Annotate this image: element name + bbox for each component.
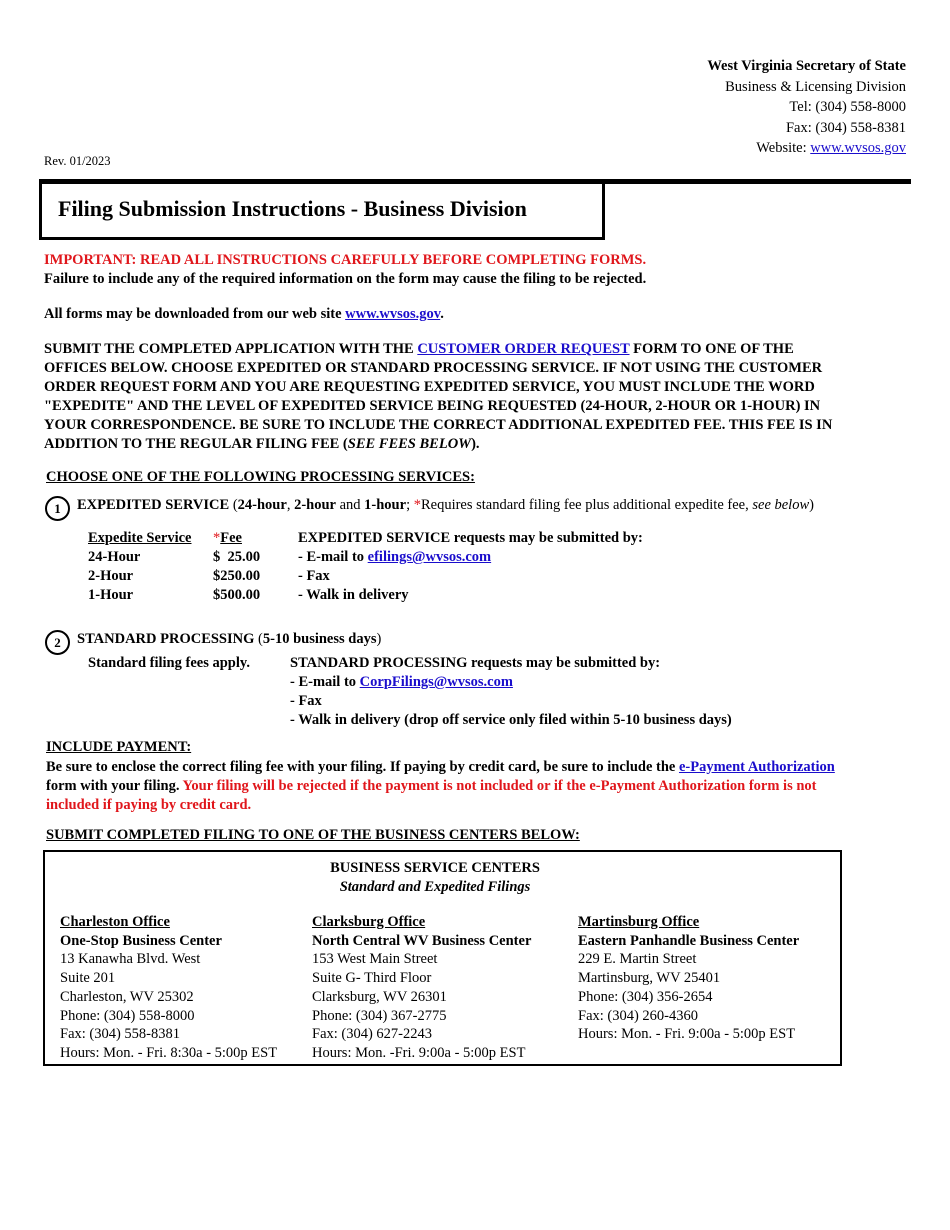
martinsburg-office <box>578 913 799 1044</box>
submit-line-1-a: SUBMIT THE COMPLETED APPLICATION WITH THE <box>44 341 418 357</box>
expedited-number-badge: 1 <box>45 496 70 521</box>
fee-1: $500.00 <box>213 587 261 603</box>
agency-fax: Fax: (304) 558-8381 <box>785 119 906 136</box>
office-fax: Fax: (304) 558-8381 <box>60 1026 181 1043</box>
expedite-row-2: 2-Hour <box>88 568 134 584</box>
payment-line-1 <box>46 758 835 777</box>
agency-tel: Tel: (304) 558-8000 <box>789 99 906 115</box>
expedite-fee-header <box>213 529 260 548</box>
customer-order-request-link[interactable]: CUSTOMER ORDER REQUEST <box>417 341 630 357</box>
standard-fax: - Fax <box>290 693 322 709</box>
office-phone: Phone: (304) 367-2775 <box>312 1007 447 1024</box>
office-fax: Fax: (304) 627-2243 <box>312 1026 433 1043</box>
expedite-row-24: 24-Hour <box>88 549 141 565</box>
submit-instructions <box>44 340 832 454</box>
expedited-fax: - Fax <box>298 568 330 584</box>
choose-heading: CHOOSE ONE OF THE FOLLOWING PROCESSING SERVICES: <box>46 469 475 485</box>
expedited-label: EXPEDITED SERVICE <box>77 497 230 513</box>
expedited-comma: , <box>286 497 295 513</box>
fee-header-label: Fee <box>220 530 242 546</box>
office-name: Charleston Office <box>60 914 170 930</box>
submit-line-4: "EXPEDITE" AND THE LEVEL OF EXPEDITED SERVICE BEING REQUESTED (24-HOUR, 2-HOUR OR 1-HOUR) IN <box>44 398 821 414</box>
download-note <box>44 305 444 324</box>
standard-methods <box>290 654 732 730</box>
standard-walk-in: - Walk in delivery (drop off service only filed within 5-10 business days) <box>290 712 732 728</box>
expedited-semicolon: ; <box>406 497 414 513</box>
revision-date: Rev. 01/2023 <box>44 154 111 168</box>
standard-paren-open: ( <box>254 631 263 647</box>
office-phone: Phone: (304) 558-8000 <box>60 1007 195 1024</box>
fee-asterisk: * <box>213 530 221 546</box>
expedited-methods <box>298 529 643 605</box>
submit-line-6 <box>44 435 832 454</box>
standard-days: 5-10 business days <box>262 631 377 647</box>
expedited-and: and <box>335 497 365 513</box>
centers-title: BUSINESS SERVICE CENTERS <box>330 860 540 876</box>
expedited-email <box>298 548 643 567</box>
submit-line-6-italic: SEE FEES BELOW <box>347 436 472 452</box>
fee-24: $ 25.00 <box>213 549 261 565</box>
standard-number-badge: 2 <box>45 630 70 655</box>
e-payment-authorization-link[interactable]: e-Payment Authorization <box>678 759 835 775</box>
office-city: Clarksburg, WV 26301 <box>312 988 447 1005</box>
agency-division: Business & Licensing Division <box>725 78 906 95</box>
office-hours: Hours: Mon. - Fri. 9:00a - 5:00p EST <box>578 1026 796 1043</box>
centers-heading: SUBMIT COMPLETED FILING TO ONE OF THE BUSINESS CENTERS BELOW: <box>46 827 580 843</box>
standard-paren-close: ) <box>376 631 382 647</box>
clarksburg-office <box>312 913 531 1063</box>
centers-subtitle: Standard and Expedited Filings <box>339 879 531 895</box>
office-city: Martinsburg, WV 25401 <box>578 970 721 987</box>
page-title: Filing Submission Instructions - Business Division <box>58 196 527 221</box>
expedited-paren-open: ( <box>229 497 238 513</box>
submit-line-3: ORDER REQUEST FORM AND YOU ARE REQUESTING EXPEDITED SERVICE, YOU MUST INCLUDE THE WORD <box>44 379 815 395</box>
office-suite: Suite 201 <box>60 970 116 987</box>
website-link[interactable]: www.wvsos.gov <box>810 140 906 156</box>
submit-line-6-a: ADDITION TO THE REGULAR FILING FEE ( <box>44 436 348 452</box>
office-center: Eastern Panhandle Business Center <box>578 932 800 949</box>
expedited-email-label: - E-mail to <box>298 549 368 565</box>
standard-email-link[interactable]: CorpFilings@wvsos.com <box>359 674 513 690</box>
download-text: All forms may be downloaded from our web site <box>44 306 346 322</box>
agency-name: West Virginia Secretary of State <box>707 58 906 74</box>
office-phone: Phone: (304) 356-2654 <box>578 988 713 1005</box>
standard-heading <box>77 631 381 648</box>
payment-line-3: included if paying by credit card. <box>46 797 252 813</box>
office-name: Martinsburg Office <box>578 914 700 930</box>
payment-heading: INCLUDE PAYMENT: <box>46 739 192 755</box>
office-address: 153 West Main Street <box>312 951 438 968</box>
office-city: Charleston, WV 25302 <box>60 988 194 1005</box>
office-name: Clarksburg Office <box>312 914 426 930</box>
office-center: North Central WV Business Center <box>312 932 532 949</box>
expedited-walk-in: - Walk in delivery <box>298 587 409 603</box>
agency-header <box>707 56 906 159</box>
expedited-paren-close: ) <box>809 497 814 513</box>
charleston-office <box>60 913 277 1063</box>
office-fax: Fax: (304) 260-4360 <box>578 1007 699 1024</box>
expedited-note: Requires standard filing fee plus additional expedite fee, <box>420 497 753 513</box>
expedited-1: 1-hour <box>364 497 407 513</box>
office-address: 229 E. Martin Street <box>578 951 697 968</box>
standard-label: STANDARD PROCESSING <box>77 631 255 647</box>
office-hours: Hours: Mon. - Fri. 8:30a - 5:00p EST <box>60 1044 278 1061</box>
payment-line-2-text: form with your filing. <box>46 778 183 794</box>
submit-line-5: YOUR CORRESPONDENCE. BE SURE TO INCLUDE THE CORRECT ADDITIONAL EXPEDITED FEE. THIS FEE IS IN <box>44 417 833 433</box>
expedite-fee-column <box>213 529 260 605</box>
submit-line-2: OFFICES BELOW. CHOOSE EXPEDITED OR STANDARD PROCESSING SERVICE. IF NOT USING THE CUSTOMER <box>44 360 823 376</box>
payment-line-2 <box>46 777 835 796</box>
submit-line-1 <box>44 340 832 359</box>
payment-rejection-warning: Your filing will be rejected if the payment is not included or if the e-Payment Authorization form is not <box>182 778 817 794</box>
agency-website <box>707 138 906 159</box>
expedited-methods-heading: EXPEDITED SERVICE requests may be submitted by: <box>298 530 643 546</box>
download-link[interactable]: www.wvsos.gov <box>345 306 441 322</box>
payment-instructions <box>46 758 835 815</box>
expedite-service-header: Expedite Service <box>88 530 192 546</box>
failure-note: Failure to include any of the required information on the form may cause the filing to be rejected. <box>44 271 647 287</box>
expedited-heading <box>77 497 814 514</box>
office-center: One-Stop Business Center <box>60 932 222 949</box>
website-label: Website: <box>756 140 811 156</box>
standard-email <box>290 673 732 692</box>
standard-methods-heading: STANDARD PROCESSING requests may be submitted by: <box>290 655 661 671</box>
standard-email-label: - E-mail to <box>290 674 360 690</box>
important-warning: IMPORTANT: READ ALL INSTRUCTIONS CAREFULLY BEFORE COMPLETING FORMS. <box>44 252 647 268</box>
expedite-service-column <box>88 529 192 605</box>
submit-line-6-b: ). <box>471 436 480 452</box>
expedited-asterisk: * <box>413 497 421 513</box>
expedited-email-link[interactable]: efilings@wvsos.com <box>367 549 492 565</box>
office-address: 13 Kanawha Blvd. West <box>60 951 201 968</box>
office-hours: Hours: Mon. -Fri. 9:00a - 5:00p EST <box>312 1044 526 1061</box>
payment-line-1-text: Be sure to enclose the correct filing fee with your filing. If paying by credit card, be sure to include the <box>46 759 679 775</box>
office-suite: Suite G- Third Floor <box>312 970 432 987</box>
submit-line-1-b: FORM TO ONE OF THE <box>629 341 794 357</box>
expedited-24: 24-hour <box>237 497 287 513</box>
expedited-2: 2-hour <box>294 497 336 513</box>
expedited-see-below: see below <box>752 497 810 513</box>
expedite-row-1: 1-Hour <box>88 587 134 603</box>
standard-fees-note: Standard filing fees apply. <box>88 655 250 671</box>
fee-2: $250.00 <box>213 568 261 584</box>
download-end: . <box>440 306 444 322</box>
